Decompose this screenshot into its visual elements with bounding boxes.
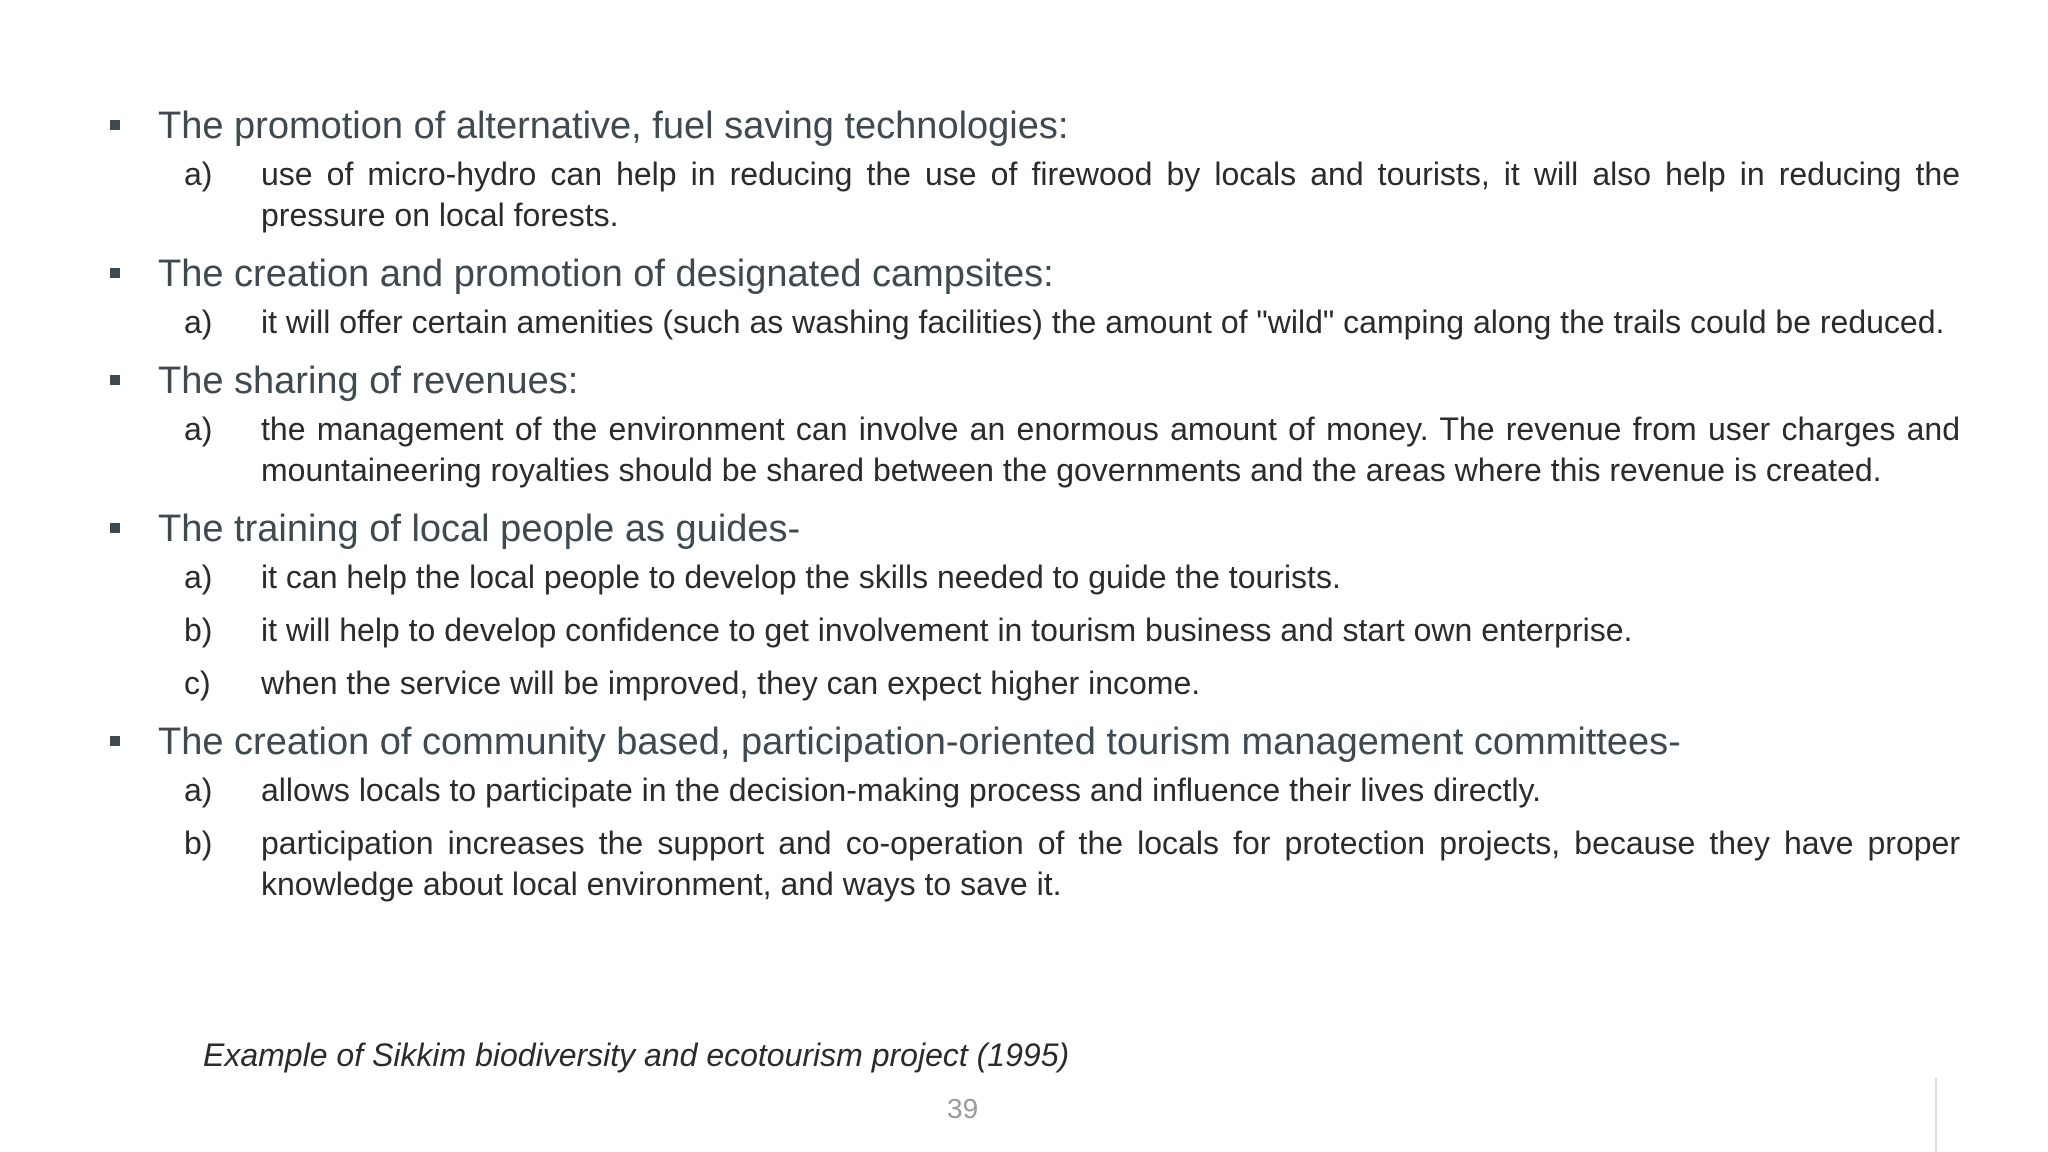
sub-list: [108, 302, 1960, 343]
sub-list: [108, 154, 1960, 236]
bullet-title: The creation and promotion of designated campsites:: [158, 253, 1054, 295]
bullet-title: The creation of community based, participation-oriented tourism management committees-: [158, 721, 1681, 763]
bullet-heading: [108, 100, 1960, 152]
bullet-heading: [108, 355, 1960, 407]
sub-item: [108, 663, 1960, 704]
sub-item-text: use of micro-hydro can help in reducing the use of firewood by locals and tourists, it will also help in reducing the pressure on local forests.: [261, 156, 1960, 233]
sub-item-marker: a): [184, 156, 213, 192]
sub-item-marker: a): [184, 772, 213, 808]
sub-item-text: the management of the environment can involve an enormous amount of money. The revenue from user charges and mountaineering royalties should be shared between the governments and the areas where this revenue is created.: [261, 411, 1960, 488]
sub-item: [108, 302, 1960, 343]
bullet-item: [108, 355, 1960, 491]
bullet-title: The promotion of alternative, fuel saving technologies:: [158, 105, 1069, 147]
sub-item-marker: a): [184, 304, 213, 340]
sub-list: [108, 557, 1960, 704]
sub-item: [108, 154, 1960, 236]
square-bullet-icon: [110, 736, 120, 746]
sub-item-text: participation increases the support and co-operation of the locals for protection projects, because they have proper knowledge about local environment, and ways to save it.: [261, 825, 1960, 902]
square-bullet-icon: [110, 523, 120, 533]
bullet-list: [108, 100, 1960, 917]
sub-item-text: when the service will be improved, they can expect higher income.: [261, 665, 1201, 701]
square-bullet-icon: [110, 268, 120, 278]
example-note: Example of Sikkim biodiversity and ecotourism project (1995): [203, 1037, 1070, 1073]
bullet-item: [108, 503, 1960, 704]
bullet-heading: [108, 248, 1960, 300]
sub-item-text: it will help to develop confidence to get involvement in tourism business and start own enterprise.: [261, 612, 1633, 648]
bullet-item: [108, 716, 1960, 905]
sub-item: [108, 823, 1960, 905]
bullet-title: The sharing of revenues:: [158, 360, 579, 402]
sub-item-marker: a): [184, 559, 213, 595]
sub-list: [108, 409, 1960, 491]
sub-item: [108, 409, 1960, 491]
sub-item: [108, 557, 1960, 598]
sub-item-text: it can help the local people to develop the skills needed to guide the tourists.: [261, 559, 1341, 595]
bullet-item: [108, 248, 1960, 343]
bullet-item: [108, 100, 1960, 236]
page-number: 39: [947, 1093, 979, 1124]
sub-item-marker: a): [184, 411, 213, 447]
sub-item-text: allows locals to participate in the decision-making process and influence their lives directly.: [261, 772, 1542, 808]
sub-item-text: it will offer certain amenities (such as washing facilities) the amount of "wild" camping along the trails could be reduced.: [261, 304, 1945, 340]
bullet-heading: [108, 503, 1960, 555]
sub-item: [108, 770, 1960, 811]
square-bullet-icon: [110, 375, 120, 385]
sub-item-marker: c): [184, 665, 211, 701]
sub-item-marker: b): [184, 825, 213, 861]
sub-list: [108, 770, 1960, 905]
square-bullet-icon: [110, 120, 120, 130]
sub-item: [108, 610, 1960, 651]
sub-item-marker: b): [184, 612, 213, 648]
bullet-title: The training of local people as guides-: [158, 508, 801, 550]
divider-line: [1935, 1078, 1937, 1152]
bullet-heading: [108, 716, 1960, 768]
